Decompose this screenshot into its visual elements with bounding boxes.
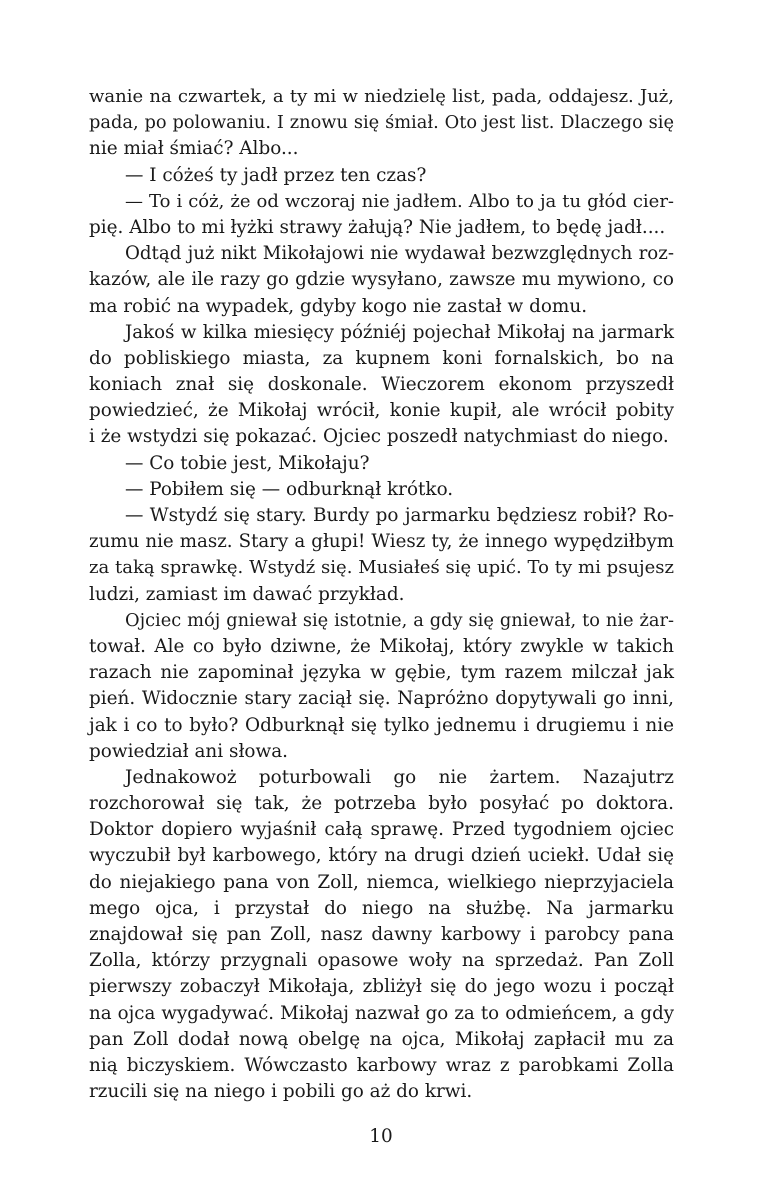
text-line: — Wstydź się stary. Burdy po jarmarku będziesz robił? Ro-	[125, 505, 674, 526]
text-line: znajdował się pan Zoll, nasz dawny karbowy i parobcy pana	[89, 924, 674, 945]
text-line: kazów, ale ile razy go gdzie wysyłano, zawsze mu mywiono, co	[89, 269, 674, 291]
text-line: rzucili się na niego i pobili go aż do krwi.	[89, 1081, 473, 1103]
text-line: ma robić na wypadek, gdyby kogo nie zastał w domu.	[89, 295, 588, 317]
text-line: ludzi, zamiast im dawać przykład.	[89, 583, 405, 605]
body-text	[89, 84, 674, 1105]
text-line: Zolla, którzy przygnali opasowe woły na sprzedaż. Pan Zoll	[89, 950, 674, 972]
text-line: — Pobiłem się — odburknął krótko.	[125, 478, 454, 500]
text-line: razach nie zapominał języka w gębie, tym razem milczał jak	[89, 662, 674, 684]
text-line: — To i cóż, że od wczoraj nie jadłem. Albo to ja tu głód cier-	[125, 190, 674, 212]
text-line: pień. Widocznie stary zaciął się. Napróżno dopytywali go inni,	[89, 688, 674, 710]
text-line: Odtąd już nikt Mikołajowi nie wydawał bezwzględnych roz-	[125, 243, 674, 265]
text-line: tował. Ale co było dziwne, że Mikołaj, który zwykle w takich	[89, 635, 674, 657]
text-line: pan Zoll dodał nową obelgę na ojca, Mikołaj zapłacił mu za	[89, 1028, 674, 1050]
text-line: do pobliskiego miasta, za kupnem koni fornalskich, bo na	[89, 347, 674, 369]
text-line: za taką sprawkę. Wstydź się. Musiałeś się upić. To ty mi psujesz	[89, 557, 674, 579]
text-line: — I cóżeś ty jadł przez ten czas?	[125, 164, 427, 186]
text-line: koniach znał się doskonale. Wieczorem ekonom przyszedł	[89, 374, 674, 396]
text-line: powiedzieć, że Mikołaj wrócił, konie kupił, ale wrócił pobity	[89, 400, 674, 422]
text-line: Jakoś w kilka miesięcy późniéj pojechał Mikołaj na jarmark	[125, 321, 674, 343]
text-line: rozchorował się tak, że potrzeba było posyłać po doktora.	[89, 793, 674, 815]
text-line: na ojca wygadywać. Mikołaj nazwał go za to odmieńcem, a gdy	[89, 1002, 674, 1024]
text-line: Ojciec mój gniewał się istotnie, a gdy się gniewał, to nie żar-	[125, 609, 674, 631]
text-line: wanie na czwartek, a ty mi w niedzielę list, pada, oddajesz. Już,	[89, 86, 674, 107]
text-line: pię. Albo to mi łyżki strawy żałują? Nie jadłem, to będę jadł....	[89, 216, 666, 238]
text-line: Jednakowoż poturbowali go nie żartem. Nazajutrz	[125, 766, 674, 788]
text-line: — Co tobie jest, Mikołaju?	[125, 452, 370, 474]
page-number: 10	[369, 1126, 393, 1147]
text-line: nie miał śmiać? Albo...	[89, 138, 299, 160]
text-line: zumu nie masz. Stary a głupi! Wiesz ty, że innego wypędziłbym	[89, 531, 674, 553]
text-line: powiedział ani słowa.	[89, 740, 289, 762]
text-line: mego ojca, i przystał do niego na służbę. Na jarmarku	[89, 897, 674, 919]
text-line: pierwszy zobaczył Mikołaja, zbliżył się do jego wozu i począł	[89, 976, 674, 998]
text-line: i że wstydzi się pokazać. Ojciec poszedł natychmiast do niego.	[89, 426, 669, 448]
text-line: nią biczyskiem. Wówczasto karbowy wraz z parobkami Zolla	[89, 1054, 674, 1076]
text-line: pada, po polowaniu. I znowu się śmiał. Oto jest list. Dlaczego się	[89, 112, 674, 134]
text-line: jak i co to było? Odburknął się tylko jednemu i drugiemu i nie	[89, 714, 674, 736]
text-line: do niejakiego pana von Zoll, niemca, wielkiego nieprzyjaciela	[89, 871, 674, 893]
text-line: Doktor dopiero wyjaśnił całą sprawę. Przed tygodniem ojciec	[89, 819, 674, 841]
text-line: wyczubił był karbowego, który na drugi dzień uciekł. Udał się	[89, 845, 674, 867]
